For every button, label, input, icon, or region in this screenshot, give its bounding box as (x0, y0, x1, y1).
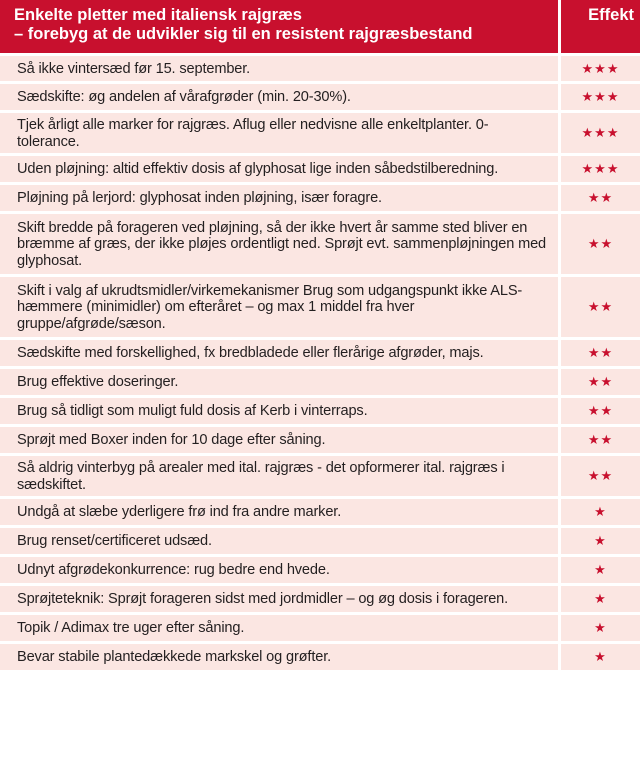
table-row (0, 615, 640, 644)
measure-text: Så aldrig vinterbyg på arealer med ital. rajgræs - det opformerer ital. rajgræs i sædskiftet. (17, 460, 505, 493)
measure-text: Udnyt afgrødekonkurrence: rug bedre end hvede. (17, 562, 330, 579)
effect-stars: ★ (558, 557, 640, 583)
measure-text: Pløjning på lerjord: glyphosat inden pløjning, især foragre. (17, 190, 382, 207)
effect-stars: ★★ (558, 456, 640, 496)
measure-text: Så ikke vintersæd før 15. september. (17, 60, 251, 77)
table-row (0, 185, 640, 214)
effect-stars: ★★ (558, 369, 640, 395)
measure-text: Brug renset/certificeret udsæd. (17, 533, 212, 550)
effect-stars: ★ (558, 644, 640, 670)
effect-stars: ★★ (558, 277, 640, 337)
measure-text: Tjek årligt alle marker for rajgræs. Aflug eller nedvisne alle enkeltplanter. 0-tolerance. (17, 117, 489, 150)
table-row (0, 84, 640, 113)
measure-text: Undgå at slæbe yderligere frø ind fra andre marker. (17, 504, 342, 521)
table-row (0, 427, 640, 456)
measure-text: Sædskifte: øg andelen af vårafgrøder (min. 20-30%). (17, 89, 351, 106)
measure-text: Brug så tidligt som muligt fuld dosis af Kerb i vinterraps. (17, 403, 368, 420)
measure-text: Skift bredde på forageren ved pløjning, så der ikke hvert år samme sted bliver en bræmme af græs, der ikke pløjes ordentligt ned. Sprøjt evt. sammenpløjningen med glyphosat. (17, 219, 547, 269)
measure-text: Brug effektive doseringer. (17, 374, 179, 391)
table-row (0, 557, 640, 586)
effect-stars: ★★ (558, 398, 640, 424)
table-title (0, 0, 558, 53)
effect-stars: ★ (558, 615, 640, 641)
table-row (0, 214, 640, 277)
table-row (0, 56, 640, 84)
effect-stars: ★ (558, 499, 640, 525)
table-title-line2: – forebyg at de udvikler sig til en resistent rajgræsbestand (14, 25, 473, 43)
effect-stars: ★★★ (558, 84, 640, 110)
effect-column-header: Effekt (558, 0, 640, 53)
table-row (0, 528, 640, 557)
effect-stars: ★★ (558, 427, 640, 453)
effect-stars: ★★ (558, 214, 640, 274)
effect-stars: ★★★ (558, 56, 640, 81)
table-row (0, 156, 640, 185)
effect-stars: ★★★ (558, 113, 640, 153)
measure-text: Sprøjt med Boxer inden for 10 dage efter såning. (17, 432, 326, 449)
measure-text: Sædskifte med forskellighed, fx bredbladede eller flerårige afgrøder, majs. (17, 345, 484, 362)
table-row (0, 277, 640, 340)
table-row (0, 369, 640, 398)
effect-stars: ★ (558, 528, 640, 554)
table-row (0, 456, 640, 499)
effect-stars: ★★★ (558, 156, 640, 182)
measure-text: Sprøjteteknik: Sprøjt forageren sidst med jordmidler – og øg dosis i forageren. (17, 591, 509, 608)
effect-stars: ★★ (558, 340, 640, 366)
table-title-line1: Enkelte pletter med italiensk rajgræs (14, 6, 302, 24)
measure-text: Skift i valg af ukrudtsmidler/virkemekanismer Brug som udgangspunkt ikke ALS-hæmmere (minimidler) om efteråret – og max 1 middel fra hver gruppe/afgrøde/sæson. (17, 282, 523, 332)
table-header (0, 0, 640, 56)
measure-text: Topik / Adimax tre uger efter såning. (17, 620, 245, 637)
measure-text: Uden pløjning: altid effektiv dosis af glyphosat lige inden såbedstilberedning. (17, 161, 499, 178)
measure-text: Bevar stabile plantedækkede markskel og grøfter. (17, 649, 332, 666)
table-row (0, 113, 640, 156)
table-body (0, 56, 640, 673)
table-row (0, 340, 640, 369)
table-row (0, 586, 640, 615)
table-row (0, 644, 640, 673)
table-row (0, 398, 640, 427)
effect-stars: ★★ (558, 185, 640, 211)
effect-stars: ★ (558, 586, 640, 612)
table-row (0, 499, 640, 528)
